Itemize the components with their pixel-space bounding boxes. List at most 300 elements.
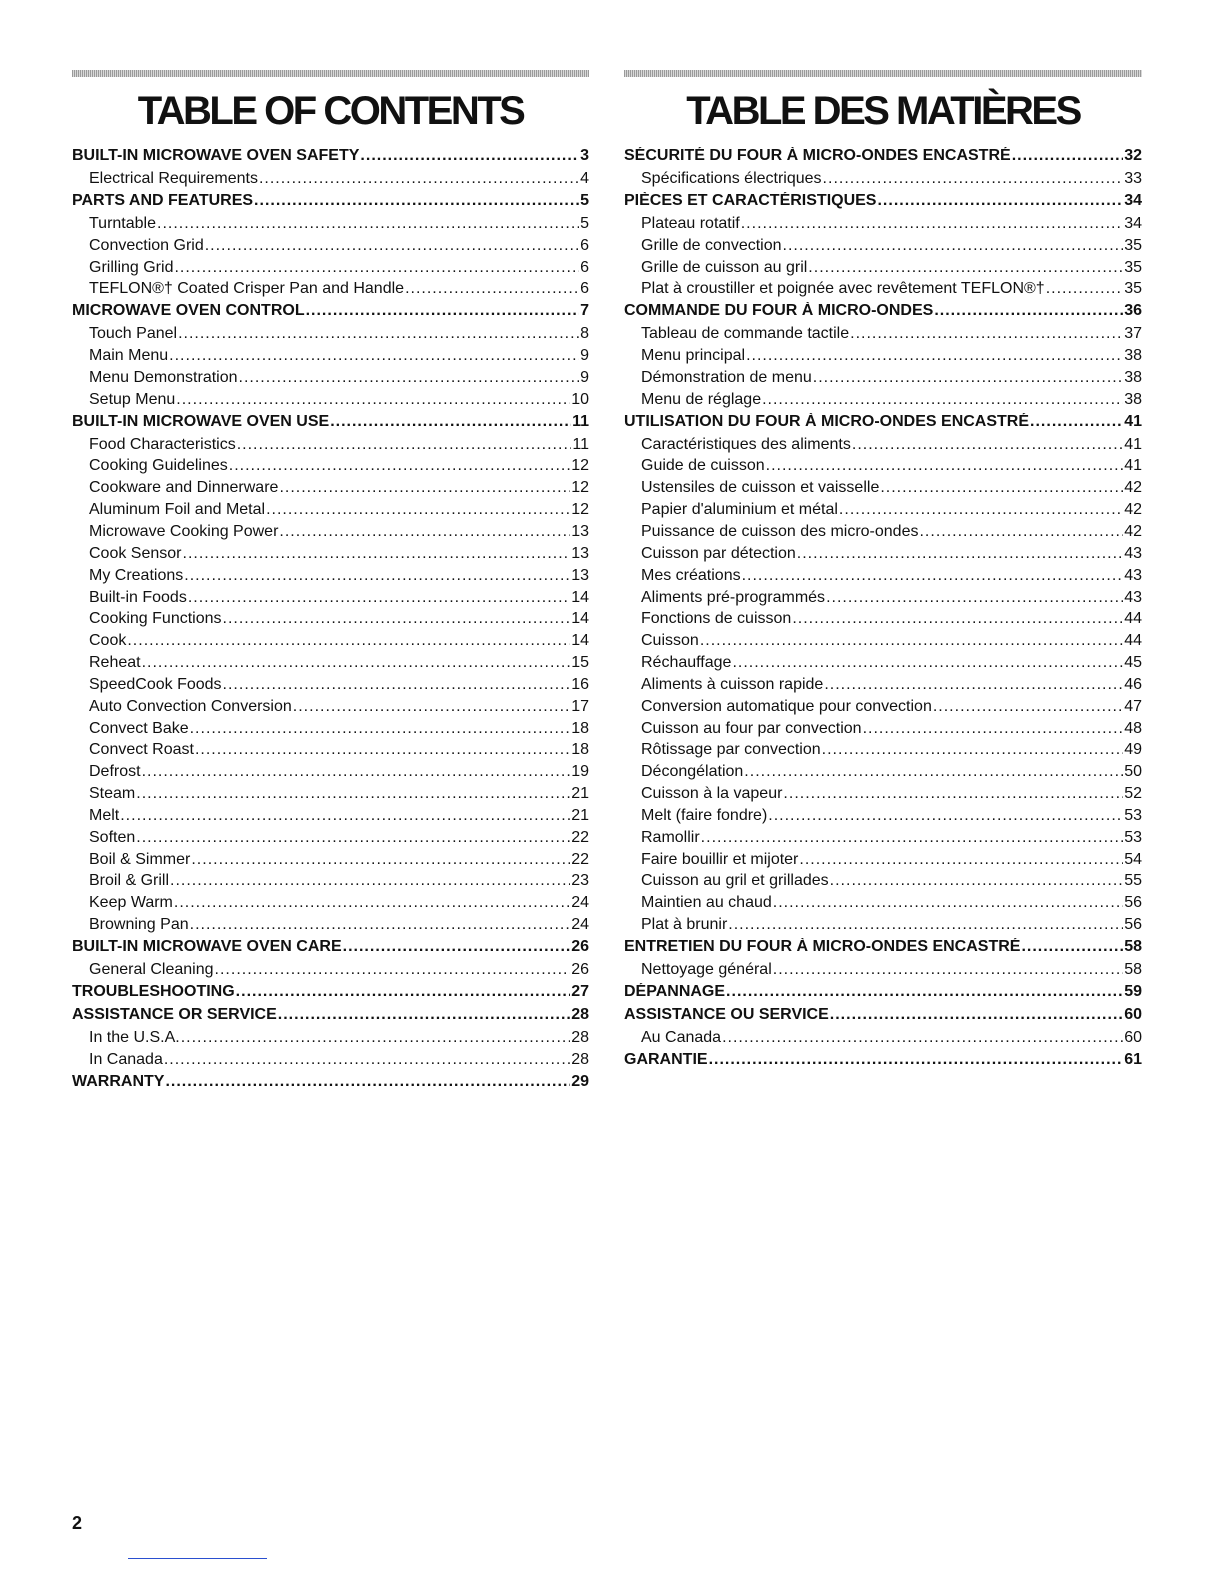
dot-leader <box>174 894 570 912</box>
toc-subsection-entry[interactable] <box>624 347 1142 369</box>
toc-entry-label: Cook <box>89 632 127 650</box>
toc-subsection-entry[interactable] <box>72 436 589 458</box>
toc-subsection-entry[interactable] <box>72 545 589 567</box>
toc-subsection-entry[interactable] <box>72 916 589 938</box>
dot-leader <box>823 170 1124 188</box>
toc-subsection-entry[interactable] <box>624 741 1142 763</box>
toc-section-entry[interactable] <box>72 983 589 1006</box>
toc-subsection-entry[interactable] <box>624 610 1142 632</box>
dot-leader <box>278 1006 570 1024</box>
toc-section-entry[interactable] <box>624 413 1142 436</box>
dot-leader <box>170 872 570 890</box>
dot-leader <box>165 1073 570 1091</box>
dot-leader <box>223 676 571 694</box>
toc-entry-label: Papier d'aluminium et métal <box>641 501 838 519</box>
dot-leader <box>701 829 1124 847</box>
dot-leader <box>766 457 1124 475</box>
toc-entry-label: Soften <box>89 828 136 846</box>
heading-rule <box>72 70 589 77</box>
toc-entry-page-number: 5 <box>580 191 589 209</box>
toc-entry-label: Grilling Grid <box>89 258 174 276</box>
toc-entry-label: Touch Panel <box>89 325 178 343</box>
toc-section-entry[interactable] <box>72 413 589 436</box>
toc-section-entry[interactable] <box>72 1006 589 1029</box>
dot-leader <box>183 545 571 563</box>
dot-leader <box>1021 938 1123 956</box>
toc-subsection-entry[interactable] <box>72 280 589 302</box>
toc-entry-label: Démonstration de menu <box>641 368 812 386</box>
toc-entry-page-number: 26 <box>571 961 589 978</box>
toc-entry-label: SÉCURITÉ DU FOUR À MICRO-ONDES ENCASTRÉ <box>624 147 1011 164</box>
toc-entry-label: Réchauffage <box>641 654 732 672</box>
toc-subsection-entry[interactable] <box>624 436 1142 458</box>
toc-entry-label: Menu de réglage <box>641 390 762 408</box>
toc-subsection-entry[interactable] <box>624 894 1142 916</box>
toc-subsection-entry[interactable] <box>72 872 589 894</box>
toc-entry-page-number: 37 <box>1124 325 1142 343</box>
toc-section-entry[interactable] <box>624 1006 1142 1029</box>
toc-subsection-entry[interactable] <box>624 280 1142 302</box>
dot-leader <box>164 1051 570 1069</box>
toc-entry-label: TROUBLESHOOTING <box>72 982 235 1000</box>
toc-entry-page-number: 5 <box>580 214 589 232</box>
toc-entry-label: Auto Convection Conversion <box>89 697 292 715</box>
dot-leader <box>768 807 1123 825</box>
toc-section-entry[interactable] <box>72 938 589 961</box>
toc-entry-page-number: 10 <box>571 390 589 408</box>
dot-leader <box>797 545 1123 563</box>
toc-entry-page-number: 15 <box>571 654 589 672</box>
toc-heading: TABLE DES MATIÈRES <box>686 89 1080 133</box>
dot-leader <box>120 807 570 825</box>
toc-subsection-entry[interactable] <box>72 170 589 192</box>
toc-subsection-entry[interactable] <box>624 916 1142 938</box>
dot-leader <box>808 259 1123 277</box>
toc-subsection-entry[interactable] <box>624 807 1142 829</box>
toc-entry-label: In the U.S.A. <box>89 1028 180 1046</box>
toc-entry-label: UTILISATION DU FOUR À MICRO-ONDES ENCASTRÉ <box>624 412 1030 430</box>
dot-leader <box>919 523 1123 541</box>
toc-entry-page-number: 14 <box>571 632 589 650</box>
dot-leader <box>360 147 579 165</box>
toc-subsection-entry[interactable] <box>624 479 1142 501</box>
dot-leader <box>1046 280 1124 298</box>
toc-entry-page-number: 13 <box>571 544 589 562</box>
toc-entry-page-number: 34 <box>1124 191 1142 209</box>
toc-subsection-entry[interactable] <box>624 369 1142 391</box>
toc-section-entry[interactable] <box>624 147 1142 170</box>
dot-leader <box>254 192 579 210</box>
heading-rule <box>624 70 1142 77</box>
toc-entry-label: Convect Bake <box>89 719 189 737</box>
toc-entry-page-number: 42 <box>1124 501 1142 519</box>
toc-entry-page-number: 27 <box>571 982 589 1000</box>
dot-leader <box>877 192 1123 210</box>
dot-leader <box>236 983 571 1001</box>
toc-subsection-entry[interactable] <box>624 872 1142 894</box>
toc-entry-page-number: 60 <box>1124 1028 1142 1046</box>
toc-section-entry[interactable] <box>624 1051 1142 1074</box>
toc-entry-label: Menu principal <box>641 347 746 365</box>
dot-leader <box>1030 413 1123 431</box>
toc-entry-page-number: 6 <box>580 280 589 298</box>
toc-subsection-entry[interactable] <box>72 523 589 545</box>
toc-entry-page-number: 52 <box>1124 785 1142 803</box>
toc-entry-label: Boil & Simmer <box>89 850 191 868</box>
toc-entry-label: SpeedCook Foods <box>89 675 222 693</box>
toc-entry-page-number: 42 <box>1124 479 1142 497</box>
toc-entry-label: Aluminum Foil and Metal <box>89 501 266 519</box>
toc-entry-page-number: 35 <box>1124 280 1142 298</box>
toc-entry-label: Cuisson au gril et grillades <box>641 872 829 890</box>
toc-subsection-entry[interactable] <box>624 501 1142 523</box>
dot-leader <box>405 280 579 298</box>
toc-subsection-entry[interactable] <box>72 632 589 654</box>
toc-subsection-entry[interactable] <box>624 523 1142 545</box>
toc-entry-label: Broil & Grill <box>89 872 170 890</box>
dot-leader <box>205 237 579 255</box>
toc-entry-label: ENTRETIEN DU FOUR À MICRO-ONDES ENCASTRÉ <box>624 938 1021 955</box>
toc-entry-page-number: 35 <box>1124 258 1142 276</box>
toc-subsection-entry[interactable] <box>624 170 1142 192</box>
toc-entry-page-number: 34 <box>1124 214 1142 232</box>
toc-subsection-entry[interactable] <box>72 676 589 698</box>
toc-entry-label: My Creations <box>89 566 184 584</box>
dot-leader <box>157 215 579 233</box>
toc-subsection-entry[interactable] <box>72 610 589 632</box>
toc-entry-label: Maintien au chaud <box>641 894 772 912</box>
dot-leader <box>330 413 571 431</box>
toc-entry-label: Cuisson par détection <box>641 544 796 562</box>
toc-entry-label: Cooking Guidelines <box>89 457 228 475</box>
dot-leader <box>709 1051 1124 1069</box>
toc-subsection-entry[interactable] <box>624 676 1142 698</box>
toc-subsection-entry[interactable] <box>72 720 589 742</box>
toc-entry-label: BUILT-IN MICROWAVE OVEN SAFETY <box>72 147 360 164</box>
toc-entry-label: Melt <box>89 806 120 824</box>
toc-subsection-entry[interactable] <box>624 567 1142 589</box>
toc-section-entry[interactable] <box>624 192 1142 215</box>
dot-leader <box>184 567 570 585</box>
link-underline <box>128 1558 267 1559</box>
toc-entry-page-number: 3 <box>580 147 589 164</box>
toc-entry-page-number: 28 <box>571 1028 589 1046</box>
toc-subsection-entry[interactable] <box>72 741 589 763</box>
toc-entry-label: Keep Warm <box>89 894 173 912</box>
dot-leader <box>229 457 570 475</box>
toc-entry-page-number: 43 <box>1124 544 1142 562</box>
toc-entry-page-number: 47 <box>1124 697 1142 715</box>
dot-leader <box>746 347 1123 365</box>
toc-subsection-entry[interactable] <box>72 479 589 501</box>
dot-leader <box>850 325 1123 343</box>
toc-entry-page-number: 58 <box>1124 938 1142 955</box>
toc-entry-label: Plateau rotatif <box>641 214 740 232</box>
toc-subsection-entry[interactable] <box>624 785 1142 807</box>
toc-subsection-entry[interactable] <box>624 457 1142 479</box>
dot-leader <box>176 391 570 409</box>
toc-section-entry[interactable] <box>624 983 1142 1006</box>
toc-subsection-entry[interactable] <box>624 763 1142 785</box>
toc-entry-label: PARTS AND FEATURES <box>72 191 254 209</box>
toc-entry-label: Menu Demonstration <box>89 368 238 386</box>
dot-leader <box>136 829 570 847</box>
dot-leader <box>215 961 571 979</box>
toc-entry-page-number: 38 <box>1124 390 1142 408</box>
toc-entry-label: Plat à brunir <box>641 916 728 934</box>
toc-entry-label: In Canada <box>89 1050 163 1068</box>
toc-subsection-entry[interactable] <box>72 391 589 413</box>
toc-subsection-entry[interactable] <box>72 851 589 873</box>
toc-entry-label: Plat à croustiller et poignée avec revêtement TEFLON®† <box>641 280 1045 298</box>
toc-entry-page-number: 4 <box>580 170 589 187</box>
toc-entry-label: PIÈCES ET CARACTÉRISTIQUES <box>624 191 877 209</box>
toc-entry-page-number: 50 <box>1124 763 1142 781</box>
toc-entry-label: Décongélation <box>641 763 744 781</box>
toc-entry-label: MICROWAVE OVEN CONTROL <box>72 302 305 320</box>
toc-entry-label: Ramollir <box>641 828 700 846</box>
toc-entry-label: Browning Pan <box>89 916 189 934</box>
toc-entry-label: ASSISTANCE OU SERVICE <box>624 1005 829 1023</box>
dot-leader <box>934 302 1123 320</box>
toc-entry-page-number: 43 <box>1124 588 1142 606</box>
toc-entry-page-number: 41 <box>1124 412 1142 430</box>
toc-subsection-entry[interactable] <box>72 259 589 281</box>
toc-subsection-entry[interactable] <box>624 391 1142 413</box>
toc-subsection-entry[interactable] <box>72 325 589 347</box>
toc-entry-label: Fonctions de cuisson <box>641 610 792 628</box>
dot-leader <box>830 872 1124 890</box>
toc-subsection-entry[interactable] <box>624 961 1142 983</box>
dot-leader <box>728 916 1123 934</box>
dot-leader <box>773 961 1123 979</box>
toc-entry-page-number: 18 <box>571 719 589 737</box>
toc-subsection-entry[interactable] <box>624 654 1142 676</box>
toc-entry-label: Au Canada <box>641 1028 722 1046</box>
page-number: 2 <box>72 1513 83 1533</box>
dot-leader <box>783 237 1124 255</box>
toc-section-entry[interactable] <box>72 192 589 215</box>
toc-entry-page-number: 24 <box>571 894 589 912</box>
toc-subsection-entry[interactable] <box>72 1051 589 1073</box>
toc-subsection-entry[interactable] <box>72 698 589 720</box>
toc-entry-page-number: 12 <box>571 457 589 475</box>
toc-entry-page-number: 28 <box>571 1005 589 1023</box>
toc-list <box>72 147 589 1096</box>
toc-entry-label: Spécifications électriques <box>641 170 822 187</box>
toc-entry-page-number: 49 <box>1124 741 1142 759</box>
toc-subsection-entry[interactable] <box>624 720 1142 742</box>
english-toc-column <box>72 70 589 1096</box>
dot-leader <box>852 436 1123 454</box>
toc-subsection-entry[interactable] <box>72 961 589 983</box>
toc-entry-label: Microwave Cooking Power <box>89 522 279 540</box>
toc-entry-label: Aliments à cuisson rapide <box>641 675 824 693</box>
toc-entry-page-number: 41 <box>1124 457 1142 475</box>
toc-entry-label: Convect Roast <box>89 741 194 759</box>
toc-entry-label: Cuisson au four par convection <box>641 719 862 737</box>
toc-subsection-entry[interactable] <box>624 259 1142 281</box>
toc-entry-label: BUILT-IN MICROWAVE OVEN USE <box>72 412 330 430</box>
toc-subsection-entry[interactable] <box>72 829 589 851</box>
dot-leader <box>178 325 579 343</box>
toc-entry-page-number: 9 <box>580 368 589 386</box>
dot-leader <box>142 763 571 781</box>
toc-entry-label: Caractéristiques des aliments <box>641 435 851 453</box>
toc-subsection-entry[interactable] <box>72 501 589 523</box>
toc-entry-page-number: 56 <box>1124 916 1142 934</box>
toc-section-entry[interactable] <box>72 1073 589 1096</box>
dot-leader <box>933 698 1123 716</box>
toc-entry-page-number: 11 <box>572 435 589 453</box>
dot-leader <box>293 698 570 716</box>
french-toc-column <box>624 70 1142 1074</box>
toc-entry-page-number: 21 <box>571 806 589 824</box>
toc-entry-page-number: 38 <box>1124 347 1142 365</box>
toc-section-entry[interactable] <box>624 938 1142 961</box>
toc-entry-label: Setup Menu <box>89 390 176 408</box>
toc-section-entry[interactable] <box>624 302 1142 325</box>
toc-entry-page-number: 38 <box>1124 368 1142 386</box>
toc-subsection-entry[interactable] <box>72 894 589 916</box>
dot-leader <box>239 369 580 387</box>
toc-subsection-entry[interactable] <box>624 632 1142 654</box>
dot-leader <box>824 676 1123 694</box>
dot-leader <box>223 610 571 628</box>
toc-entry-label: Cooking Functions <box>89 610 222 628</box>
dot-leader <box>306 302 580 320</box>
toc-entry-page-number: 61 <box>1124 1050 1142 1068</box>
dot-leader <box>181 1029 570 1047</box>
toc-section-entry[interactable] <box>72 147 589 170</box>
toc-entry-page-number: 35 <box>1124 236 1142 254</box>
toc-entry-page-number: 14 <box>571 588 589 606</box>
dot-leader <box>1012 147 1124 165</box>
dot-leader <box>190 916 571 934</box>
toc-subsection-entry[interactable] <box>624 1029 1142 1051</box>
toc-entry-label: Main Menu <box>89 347 169 365</box>
toc-entry-page-number: 54 <box>1124 850 1142 868</box>
toc-subsection-entry[interactable] <box>72 457 589 479</box>
toc-entry-page-number: 32 <box>1124 147 1142 164</box>
toc-entry-page-number: 24 <box>571 916 589 934</box>
toc-entry-label: Rôtissage par convection <box>641 741 821 759</box>
toc-entry-page-number: 6 <box>580 236 589 254</box>
dot-leader <box>190 720 571 738</box>
toc-entry-label: Defrost <box>89 763 141 781</box>
toc-entry-label: Ustensiles de cuisson et vaisselle <box>641 479 880 497</box>
toc-entry-label: Cuisson <box>641 632 699 650</box>
dot-leader <box>880 479 1123 497</box>
toc-subsection-entry[interactable] <box>72 1029 589 1051</box>
dot-leader <box>741 215 1123 233</box>
toc-entry-label: Steam <box>89 785 136 803</box>
toc-entry-page-number: 13 <box>571 566 589 584</box>
dot-leader <box>722 1029 1123 1047</box>
toc-entry-label: Conversion automatique pour convection <box>641 697 932 715</box>
toc-entry-label: Puissance de cuisson des micro-ondes <box>641 522 919 540</box>
toc-subsection-entry[interactable] <box>624 325 1142 347</box>
toc-entry-page-number: 11 <box>572 412 589 430</box>
toc-subsection-entry[interactable] <box>624 215 1142 237</box>
toc-entry-page-number: 43 <box>1124 566 1142 584</box>
toc-entry-page-number: 42 <box>1124 522 1142 540</box>
dot-leader <box>726 983 1123 1001</box>
toc-subsection-entry[interactable] <box>624 698 1142 720</box>
toc-subsection-entry[interactable] <box>624 829 1142 851</box>
dot-leader <box>813 369 1123 387</box>
toc-entry-label: Convection Grid <box>89 236 204 254</box>
toc-entry-page-number: 60 <box>1124 1005 1142 1023</box>
toc-entry-page-number: 46 <box>1124 675 1142 693</box>
dot-leader <box>762 391 1123 409</box>
toc-entry-label: General Cleaning <box>89 961 214 978</box>
toc-subsection-entry[interactable] <box>72 785 589 807</box>
toc-entry-page-number: 55 <box>1124 872 1142 890</box>
dot-leader <box>142 654 571 672</box>
dot-leader <box>195 741 570 759</box>
dot-leader <box>188 589 570 607</box>
toc-entry-label: Electrical Requirements <box>89 170 258 187</box>
toc-entry-page-number: 29 <box>571 1072 589 1090</box>
toc-entry-label: GARANTIE <box>624 1050 708 1068</box>
toc-entry-label: TEFLON®† Coated Crisper Pan and Handle <box>89 280 405 298</box>
dot-leader <box>279 479 570 497</box>
toc-entry-label: Food Characteristics <box>89 435 236 453</box>
toc-subsection-entry[interactable] <box>72 567 589 589</box>
toc-list <box>624 147 1142 1074</box>
toc-entry-label: Melt (faire fondre) <box>641 806 768 824</box>
toc-entry-label: Reheat <box>89 654 141 672</box>
toc-entry-page-number: 12 <box>571 479 589 497</box>
toc-subsection-entry[interactable] <box>72 589 589 611</box>
toc-subsection-entry[interactable] <box>624 545 1142 567</box>
toc-subsection-entry[interactable] <box>624 851 1142 873</box>
toc-entry-label: Faire bouillir et mijoter <box>641 850 799 868</box>
dot-leader <box>799 851 1123 869</box>
toc-entry-page-number: 7 <box>580 302 589 320</box>
toc-heading: TABLE OF CONTENTS <box>137 89 524 133</box>
toc-entry-label: Tableau de commande tactile <box>641 325 850 343</box>
toc-entry-page-number: 21 <box>571 785 589 803</box>
toc-entry-label: Nettoyage général <box>641 961 772 978</box>
toc-entry-label: WARRANTY <box>72 1072 165 1090</box>
dot-leader <box>191 851 570 869</box>
toc-entry-label: Guide de cuisson <box>641 457 765 475</box>
toc-subsection-entry[interactable] <box>72 763 589 785</box>
toc-section-entry[interactable] <box>72 302 589 325</box>
toc-subsection-entry[interactable] <box>72 237 589 259</box>
toc-subsection-entry[interactable] <box>72 215 589 237</box>
dot-leader <box>744 763 1123 781</box>
toc-entry-page-number: 16 <box>571 675 589 693</box>
dot-leader <box>783 785 1123 803</box>
toc-subsection-entry[interactable] <box>624 589 1142 611</box>
toc-subsection-entry[interactable] <box>72 347 589 369</box>
dot-leader <box>792 610 1123 628</box>
toc-subsection-entry[interactable] <box>72 807 589 829</box>
toc-subsection-entry[interactable] <box>72 369 589 391</box>
dot-leader <box>773 894 1123 912</box>
toc-subsection-entry[interactable] <box>624 237 1142 259</box>
toc-entry-label: Mes créations <box>641 566 741 584</box>
toc-entry-page-number: 14 <box>571 610 589 628</box>
toc-entry-label: ASSISTANCE OR SERVICE <box>72 1005 277 1023</box>
toc-entry-label: Cuisson à la vapeur <box>641 785 783 803</box>
toc-entry-page-number: 26 <box>571 938 589 955</box>
toc-entry-page-number: 22 <box>571 850 589 868</box>
toc-subsection-entry[interactable] <box>72 654 589 676</box>
